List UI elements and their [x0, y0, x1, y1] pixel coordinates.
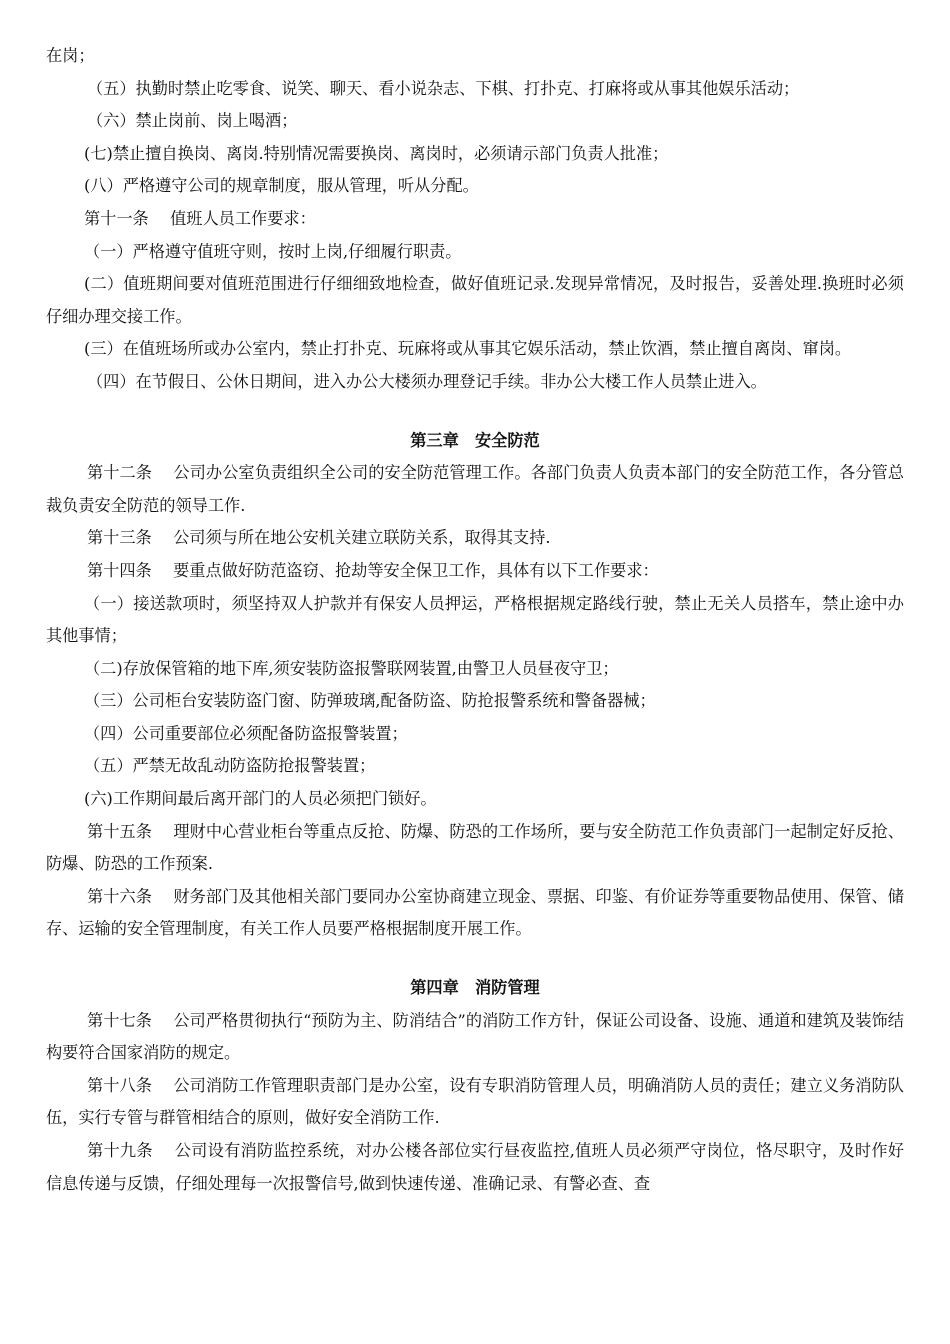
paragraph: (六)工作期间最后离开部门的人员必须把门锁好。	[84, 789, 437, 809]
paragraph: （五）严禁无故乱动防盗防抢报警装置；	[84, 756, 376, 776]
paragraph: （一）严格遵守值班守则，按时上岗,仔细履行职责。	[84, 241, 462, 261]
paragraph: （六）禁止岗前、岗上喝酒；	[87, 111, 298, 131]
paragraph: 第十四条 要重点做好防范盗窃、抢劫等安全保卫工作，具体有以下工作要求：	[87, 560, 659, 580]
paragraph: (七)禁止擅自换岗、离岗.特别情况需要换岗、离岗时，必须请示部门负责人批准；	[84, 143, 669, 163]
paragraph: 第十六条 财务部门及其他相关部门要同办公室协商建立现金、票据、印鉴、有价证券等重要物品使用、保管、储存、运输的安全管理制度，有关工作人员要严格根据制度开展工作。	[46, 886, 904, 939]
paragraph: （三）公司柜台安装防盗门窗、防弹玻璃,配备防盗、防抢报警系统和警备器械；	[84, 691, 656, 711]
chapter-title: 第三章 安全防范	[410, 430, 540, 450]
paragraph: (三）在值班场所或办公室内，禁止打扑克、玩麻将或从事其它娱乐活动，禁止饮酒，禁止擅自离岗、窜岗。	[84, 339, 852, 359]
paragraph: 在岗；	[46, 46, 95, 65]
paragraph: （四）在节假日、公休日期间，进入办公大楼须办理登记手续。非办公大楼工作人员禁止进入。	[87, 371, 767, 391]
paragraph: 第十五条 理财中心营业柜台等重点反抢、防爆、防恐的工作场所，要与安全防范工作负责部门一起制定好反抢、防爆、防恐的工作预案.	[46, 821, 904, 874]
paragraph: 第十三条 公司须与所在地公安机关建立联防关系，取得其支持.	[87, 528, 551, 548]
paragraph: （一）接送款项时，须坚持双人护款并有保安人员押运，严格根据规定路线行驶，禁止无关人员搭车，禁止途中办其他事情；	[46, 593, 904, 646]
chapter-title: 第四章 消防管理	[410, 978, 540, 998]
article-heading: 第十一条 值班人员工作要求：	[84, 208, 316, 228]
paragraph: 第十七条 公司严格贯彻执行“预防为主、防消结合”的消防工作方针，保证公司设备、设施、通道和建筑及装饰结构要符合国家消防的规定。	[46, 1010, 904, 1063]
paragraph: (八）严格遵守公司的规章制度，服从管理，听从分配。	[84, 176, 479, 196]
paragraph: (二）值班期间要对值班范围进行仔细细致地检查，做好值班记录.发现异常情况，及时报告，妥善处理.换班时必须仔细办理交接工作。	[46, 274, 904, 326]
paragraph: （二)存放保管箱的地下库,须安装防盗报警联网装置,由警卫人员昼夜守卫；	[84, 658, 619, 678]
paragraph: （五）执勤时禁止吃零食、说笑、聊天、看小说杂志、下棋、打扑克、打麻将或从事其他娱乐活动；	[87, 78, 800, 98]
paragraph: 第十八条 公司消防工作管理职责部门是办公室，设有专职消防管理人员，明确消防人员的责任；建立义务消防队伍，实行专管与群管相结合的原则，做好安全消防工作.	[46, 1075, 904, 1128]
paragraph: （四）公司重要部位必须配备防盗报警装置；	[84, 723, 408, 743]
paragraph: 第十二条 公司办公室负责组织全公司的安全防范管理工作。各部门负责人负责本部门的安全防范工作，各分管总裁负责安全防范的领导工作.	[46, 463, 904, 515]
paragraph: 第十九条 公司设有消防监控系统，对办公楼各部位实行昼夜监控,值班人员必须严守岗位，恪尽职守，及时作好信息传递与反馈，仔细处理每一次报警信号,做到快速传递、准确记录、有警必查、查	[46, 1141, 904, 1193]
